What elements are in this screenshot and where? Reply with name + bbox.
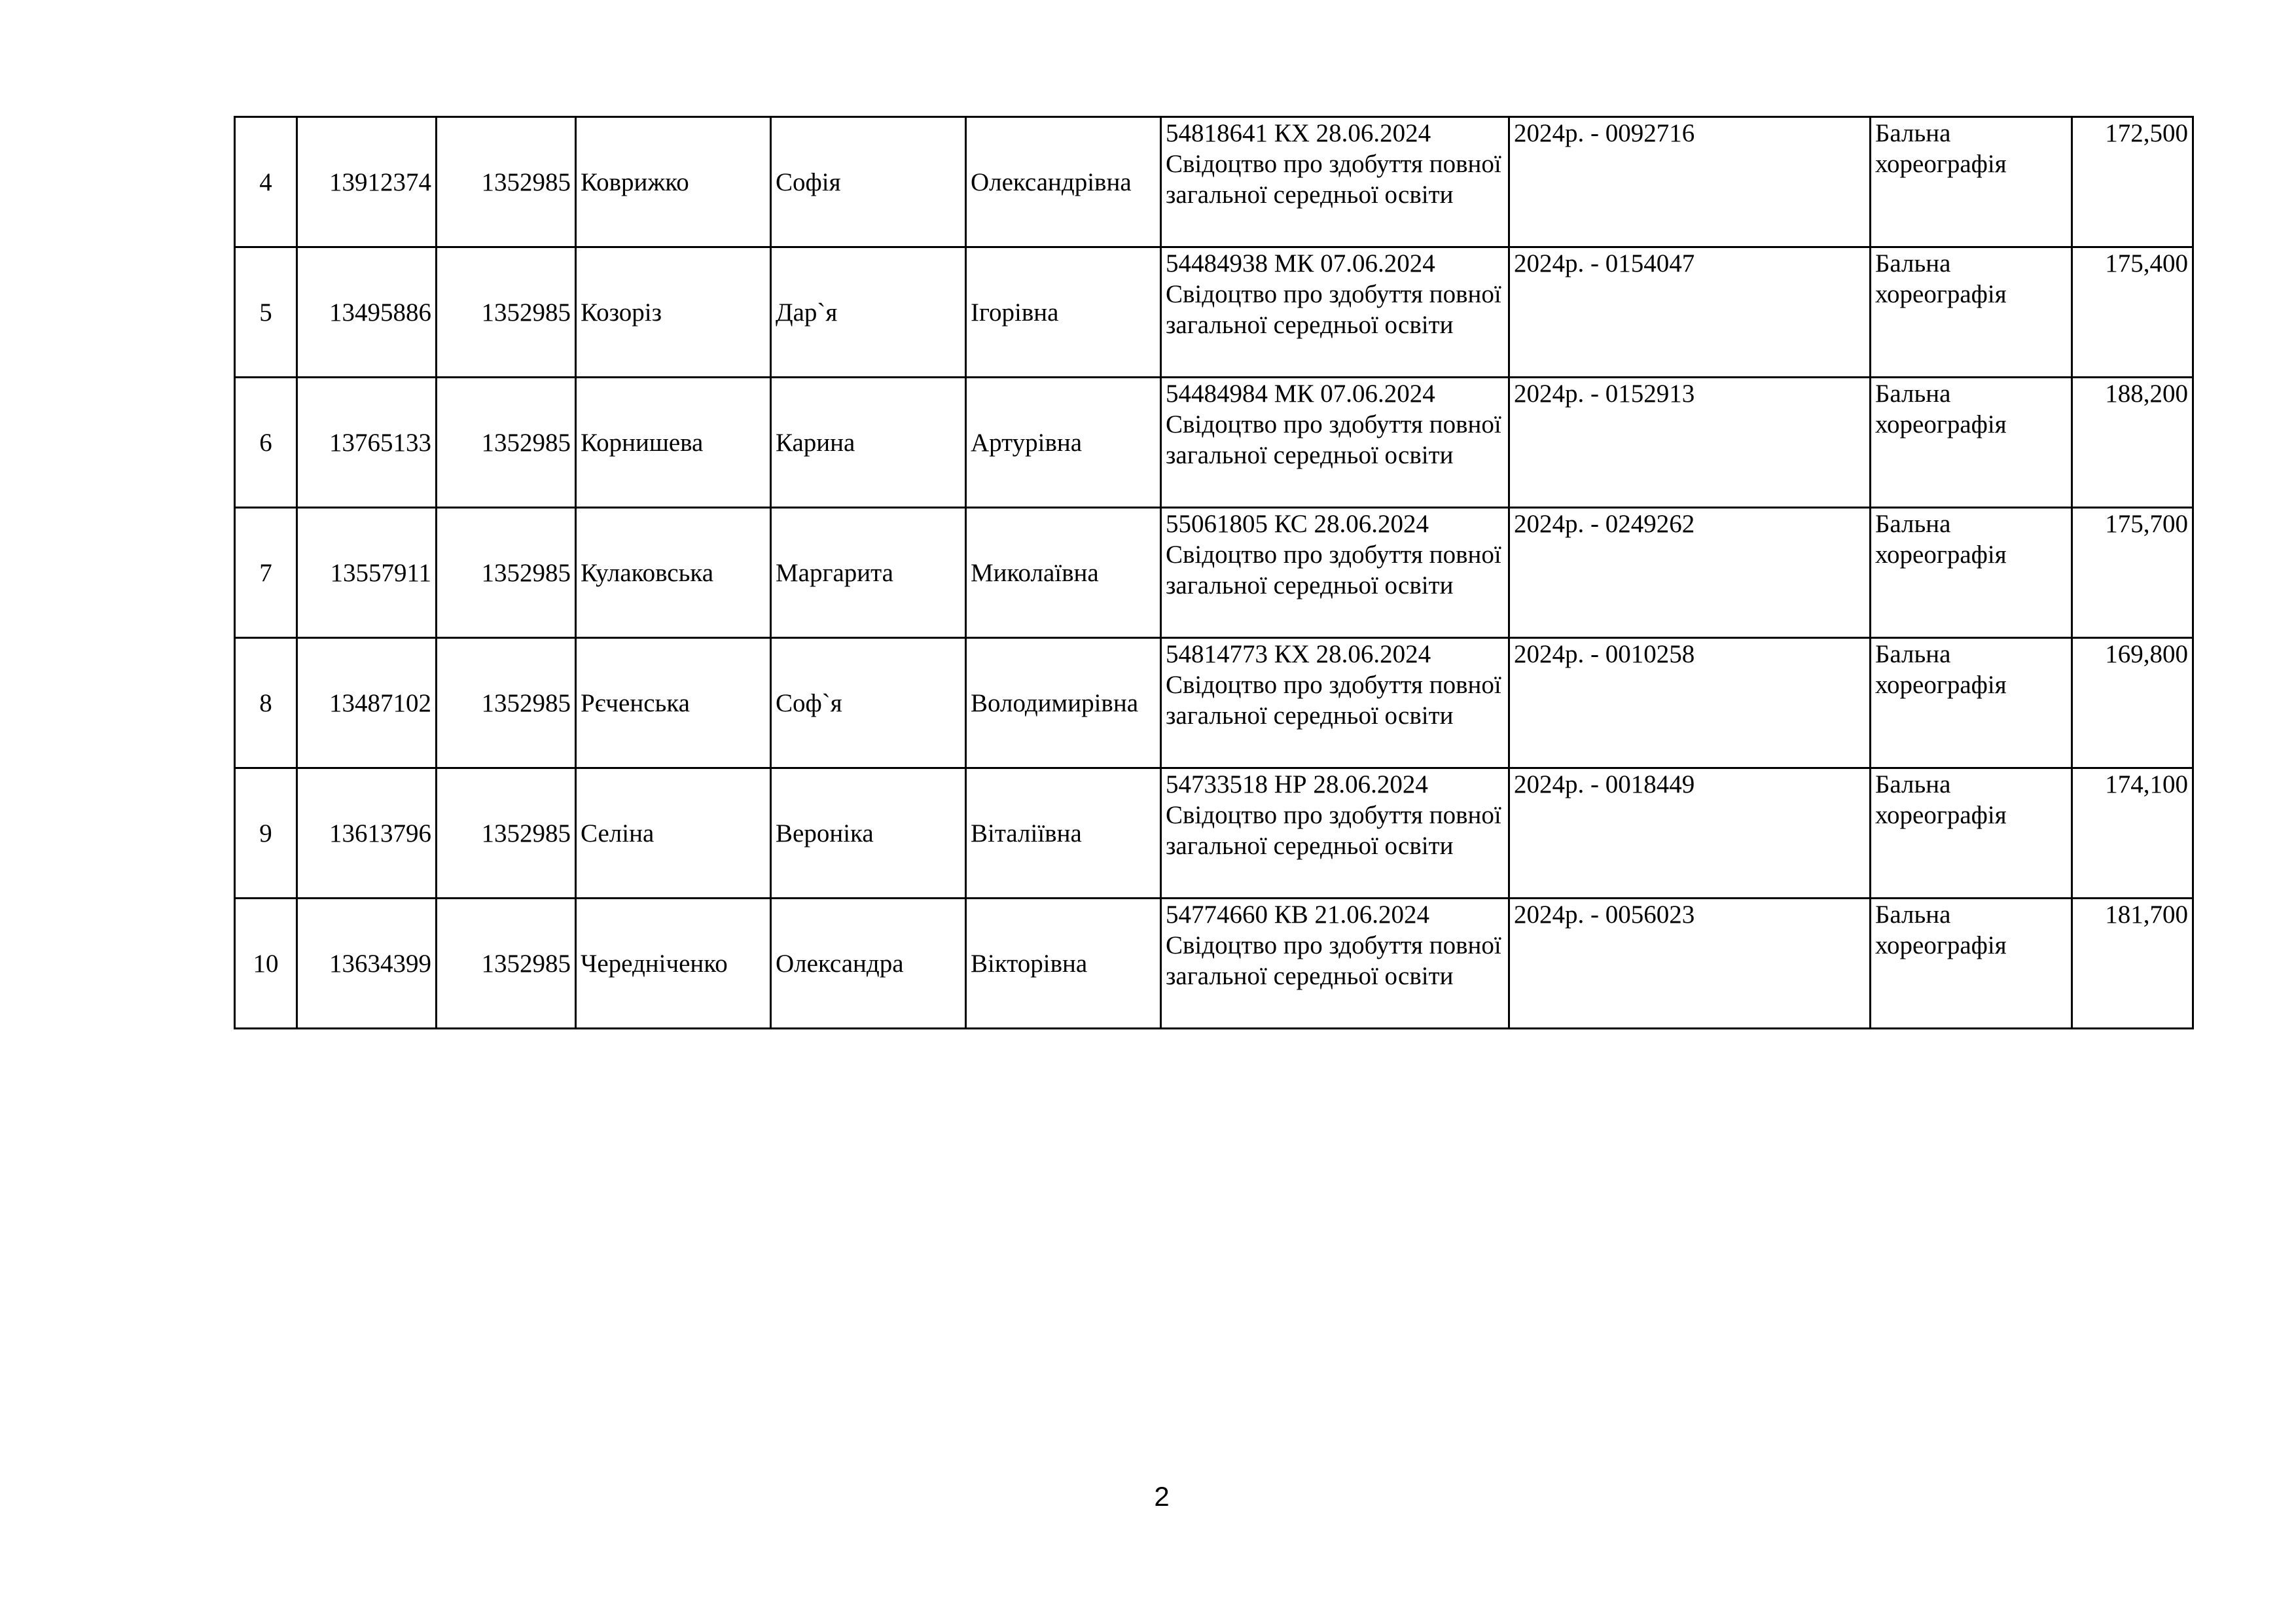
document-code-cell: 2024р. - 0056023 <box>1509 899 1871 1029</box>
offer-code-cell: 1352985 <box>437 638 576 768</box>
certificate-cell <box>1161 638 1509 768</box>
certificate-cell <box>1161 117 1509 247</box>
applicant-id-cell: 13495886 <box>297 247 437 378</box>
patronymic-cell: Вікторівна <box>966 899 1161 1029</box>
document-code-cell: 2024р. - 0154047 <box>1509 247 1871 378</box>
specialty-cell: Бальна хореографія <box>1871 768 2072 899</box>
certificate-type: Свідоцтво про здобуття повної загальної середньої освіти <box>1166 801 1501 860</box>
specialty-cell: Бальна хореографія <box>1871 117 2072 247</box>
specialty-cell: Бальна хореографія <box>1871 378 2072 508</box>
score-cell: 172,500 <box>2072 117 2193 247</box>
specialty-cell: Бальна хореографія <box>1871 899 2072 1029</box>
table-body <box>235 117 2193 1029</box>
first-name-cell: Олександра <box>771 899 966 1029</box>
certificate-number: 54733518 НР 28.06.2024 <box>1166 770 1428 798</box>
score-cell: 175,400 <box>2072 247 2193 378</box>
table-row <box>235 247 2193 378</box>
row-number-cell: 4 <box>235 117 297 247</box>
surname-cell: Корнишева <box>576 378 771 508</box>
certificate-number: 54774660 КВ 21.06.2024 <box>1166 901 1430 929</box>
surname-cell: Козоріз <box>576 247 771 378</box>
document-code-cell: 2024р. - 0152913 <box>1509 378 1871 508</box>
offer-code-cell: 1352985 <box>437 899 576 1029</box>
row-number-cell: 7 <box>235 508 297 638</box>
table-row <box>235 117 2193 247</box>
applicant-id-cell: 13765133 <box>297 378 437 508</box>
first-name-cell: Дар`я <box>771 247 966 378</box>
score-cell: 181,700 <box>2072 899 2193 1029</box>
row-number-cell: 5 <box>235 247 297 378</box>
surname-cell: Рєченська <box>576 638 771 768</box>
row-number-cell: 8 <box>235 638 297 768</box>
first-name-cell: Софія <box>771 117 966 247</box>
applicant-id-cell: 13557911 <box>297 508 437 638</box>
patronymic-cell: Артурівна <box>966 378 1161 508</box>
applicant-id-cell: 13613796 <box>297 768 437 899</box>
row-number-cell: 6 <box>235 378 297 508</box>
document-code-cell: 2024р. - 0010258 <box>1509 638 1871 768</box>
table-row <box>235 638 2193 768</box>
score-cell: 169,800 <box>2072 638 2193 768</box>
certificate-type: Свідоцтво про здобуття повної загальної середньої освіти <box>1166 410 1501 469</box>
table-row <box>235 899 2193 1029</box>
applicant-id-cell: 13487102 <box>297 638 437 768</box>
surname-cell: Селіна <box>576 768 771 899</box>
offer-code-cell: 1352985 <box>437 768 576 899</box>
row-number-cell: 9 <box>235 768 297 899</box>
score-cell: 175,700 <box>2072 508 2193 638</box>
certificate-number: 54818641 КХ 28.06.2024 <box>1166 119 1431 147</box>
table-row <box>235 378 2193 508</box>
patronymic-cell: Миколаївна <box>966 508 1161 638</box>
certificate-number: 54814773 КХ 28.06.2024 <box>1166 640 1431 668</box>
first-name-cell: Соф`я <box>771 638 966 768</box>
certificate-cell <box>1161 508 1509 638</box>
patronymic-cell: Олександрівна <box>966 117 1161 247</box>
patronymic-cell: Володимирівна <box>966 638 1161 768</box>
specialty-cell: Бальна хореографія <box>1871 508 2072 638</box>
certificate-cell <box>1161 247 1509 378</box>
table-row <box>235 768 2193 899</box>
certificate-number: 54484938 МК 07.06.2024 <box>1166 249 1435 277</box>
offer-code-cell: 1352985 <box>437 378 576 508</box>
specialty-cell: Бальна хореографія <box>1871 638 2072 768</box>
offer-code-cell: 1352985 <box>437 117 576 247</box>
applicants-table <box>234 116 2194 1029</box>
document-code-cell: 2024р. - 0018449 <box>1509 768 1871 899</box>
first-name-cell: Карина <box>771 378 966 508</box>
first-name-cell: Маргарита <box>771 508 966 638</box>
certificate-type: Свідоцтво про здобуття повної загальної середньої освіти <box>1166 671 1501 730</box>
score-cell: 174,100 <box>2072 768 2193 899</box>
applicant-id-cell: 13912374 <box>297 117 437 247</box>
row-number-cell: 10 <box>235 899 297 1029</box>
offer-code-cell: 1352985 <box>437 247 576 378</box>
certificate-type: Свідоцтво про здобуття повної загальної середньої освіти <box>1166 150 1501 209</box>
first-name-cell: Вероніка <box>771 768 966 899</box>
surname-cell: Коврижко <box>576 117 771 247</box>
surname-cell: Кулаковська <box>576 508 771 638</box>
certificate-number: 54484984 МК 07.06.2024 <box>1166 380 1435 408</box>
score-cell: 188,200 <box>2072 378 2193 508</box>
patronymic-cell: Віталіївна <box>966 768 1161 899</box>
offer-code-cell: 1352985 <box>437 508 576 638</box>
certificate-cell <box>1161 768 1509 899</box>
certificate-cell <box>1161 378 1509 508</box>
document-code-cell: 2024р. - 0092716 <box>1509 117 1871 247</box>
certificate-cell <box>1161 899 1509 1029</box>
table-row <box>235 508 2193 638</box>
page-number: 2 <box>1154 1481 1170 1512</box>
certificate-type: Свідоцтво про здобуття повної загальної середньої освіти <box>1166 280 1501 339</box>
document-code-cell: 2024р. - 0249262 <box>1509 508 1871 638</box>
patronymic-cell: Ігорівна <box>966 247 1161 378</box>
certificate-type: Свідоцтво про здобуття повної загальної середньої освіти <box>1166 931 1501 990</box>
specialty-cell: Бальна хореографія <box>1871 247 2072 378</box>
certificate-number: 55061805 КС 28.06.2024 <box>1166 510 1429 538</box>
certificate-type: Свідоцтво про здобуття повної загальної середньої освіти <box>1166 541 1501 599</box>
applicant-id-cell: 13634399 <box>297 899 437 1029</box>
surname-cell: Чередніченко <box>576 899 771 1029</box>
